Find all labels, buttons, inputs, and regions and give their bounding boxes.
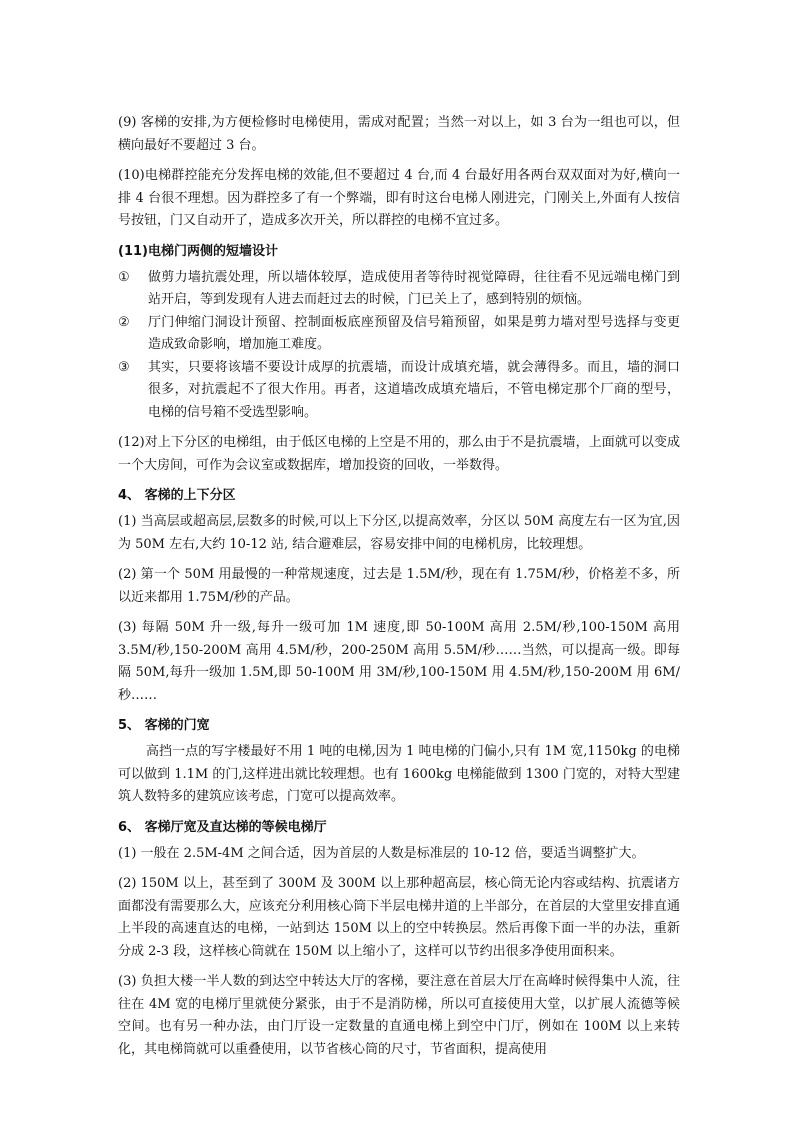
list-item-text: 其实，只要将该墙不要设计成厚的抗震墙，而设计成填充墙，就会薄得多。而且，墙的洞口很多，对抗震起不了很大作用。再者，这道墙改成填充墙后，不管电梯定那个厂商的型号，电梯的信号箱不受选型影响。 bbox=[148, 359, 680, 420]
section-5-paragraph: 高挡一点的写字楼最好不用 1 吨的电梯,因为 1 吨电梯的门偏小,只有 1M 宽,1150kg 的电梯可以做到 1.1M 的门,这样进出就比较理想。也有 1600kg 电梯能做到 1300 门宽的，对特大型建筑人数特多的建筑应该考虑，门宽可以提高效率。 bbox=[118, 744, 680, 804]
heading-11: (11)电梯门两侧的短墙设计 bbox=[118, 243, 278, 259]
list-item bbox=[118, 357, 680, 425]
section-5-heading: 5、 客梯的门宽 bbox=[118, 718, 210, 733]
section-4-heading: 4、 客梯的上下分区 bbox=[118, 488, 236, 503]
list-marker: ② bbox=[118, 314, 130, 330]
list-11 bbox=[118, 267, 680, 425]
list-item-text: 厅门伸缩门洞设计预留、控制面板底座预留及信号箱预留，如果是剪力墙对型号选择与变更造成致命影响，增加施工难度。 bbox=[148, 314, 680, 352]
section-6-heading: 6、 客梯厅宽及直达梯的等候电梯厅 bbox=[118, 819, 327, 835]
list-item bbox=[118, 312, 680, 357]
list-marker: ① bbox=[118, 269, 130, 285]
paragraph-9: (9) 客梯的安排,为方便检修时电梯使用，需成对配置；当然一对以上，如 3 台为一组也可以，但横向最好不要超过 3 台。 bbox=[118, 115, 680, 153]
document-page bbox=[118, 112, 680, 1069]
section-4-item: (1) 当高层或超高层,层数多的时候,可以上下分区,以提高效率，分区以 50M 高度左右一区为宜,因为 50M 左右,大约 10-12 站, 结合避难层，容易安排中间的电梯机房，比较理想。 bbox=[118, 514, 680, 552]
section-6-item: (3) 负担大楼一半人数的到达空中转达大厅的客梯，要注意在首层大厅在高峰时候得集中人流，往往在 4M 宽的电梯厅里就使分紧张，由于不是消防梯，所以可直接使用大堂，以扩展人流德等候空间。也有另一种办法，由门厅设一定数量的直通电梯上到空中门厅，例如在 100M 以上来转化，其电梯筒就可以重叠使用，以节省核心筒的尺寸，节省面积，提高使用 bbox=[118, 974, 680, 1057]
list-item bbox=[118, 267, 680, 312]
list-marker: ③ bbox=[118, 359, 130, 375]
list-item-text: 做剪力墙抗震处理，所以墙体较厚，造成使用者等待时视觉障碍，往往看不见远端电梯门到站开启，等到发现有人进去而赶过去的时候，门已关上了，感到特别的烦恼。 bbox=[148, 269, 680, 307]
section-4-item: (2) 第一个 50M 用最慢的一种常规速度，过去是 1.5M/秒，现在有 1.75M/秒，价格差不多，所以近来都用 1.75M/秒的产品。 bbox=[118, 567, 680, 605]
section-6-item: (2) 150M 以上，甚至到了 300M 及 300M 以上那种超高层，核心筒无论内容或结构、抗震诸方面都没有需要那么大，应该充分利用核心筒下半层电梯井道的上半部分，在首层的大堂里安排直通上半段的高速直达的电梯，一站到达 150M 以上的空中转换层。然后再像下面一半的办法，重新分成 2-3 段，这样核心筒就在 150M 以上缩小了，这样可以节约出很多净使用面积来。 bbox=[118, 876, 680, 959]
paragraph-10: (10)电梯群控能充分发挥电梯的效能,但不要超过 4 台,而 4 台最好用各两台双双面对为好,横向一排 4 台很不理想。因为群控多了有一个弊端，即有时这台电梯人刚进完，门刚关上,外面有人按信号按钮，门又自动开了，造成多次开关，所以群控的电梯不宜过多。 bbox=[118, 168, 680, 228]
section-4-item: (3) 每隔 50M 升一级,每升一级可加 1M 速度,即 50-100M 高用 2.5M/秒,100-150M 高用 3.5M/秒,150-200M 高用 4.5M/秒，200-250M 高用 5.5M/秒……当然，可以提高一级。即每隔 50M,每升一级加 1.5M,即 50-100M 用 3M/秒,100-150M 用 4.5M/秒,150-200M 用 6M/秒…… bbox=[118, 620, 680, 703]
section-6-item: (1) 一般在 2.5M-4M 之间合适，因为首层的人数是标准层的 10-12 倍，要适当调整扩大。 bbox=[118, 845, 645, 861]
paragraph-12: (12)对上下分区的电梯组，由于低区电梯的上空是不用的，那么由于不是抗震墙，上面就可以变成一个大房间，可作为会议室或数据库，增加投资的回收，一举数得。 bbox=[118, 435, 680, 473]
